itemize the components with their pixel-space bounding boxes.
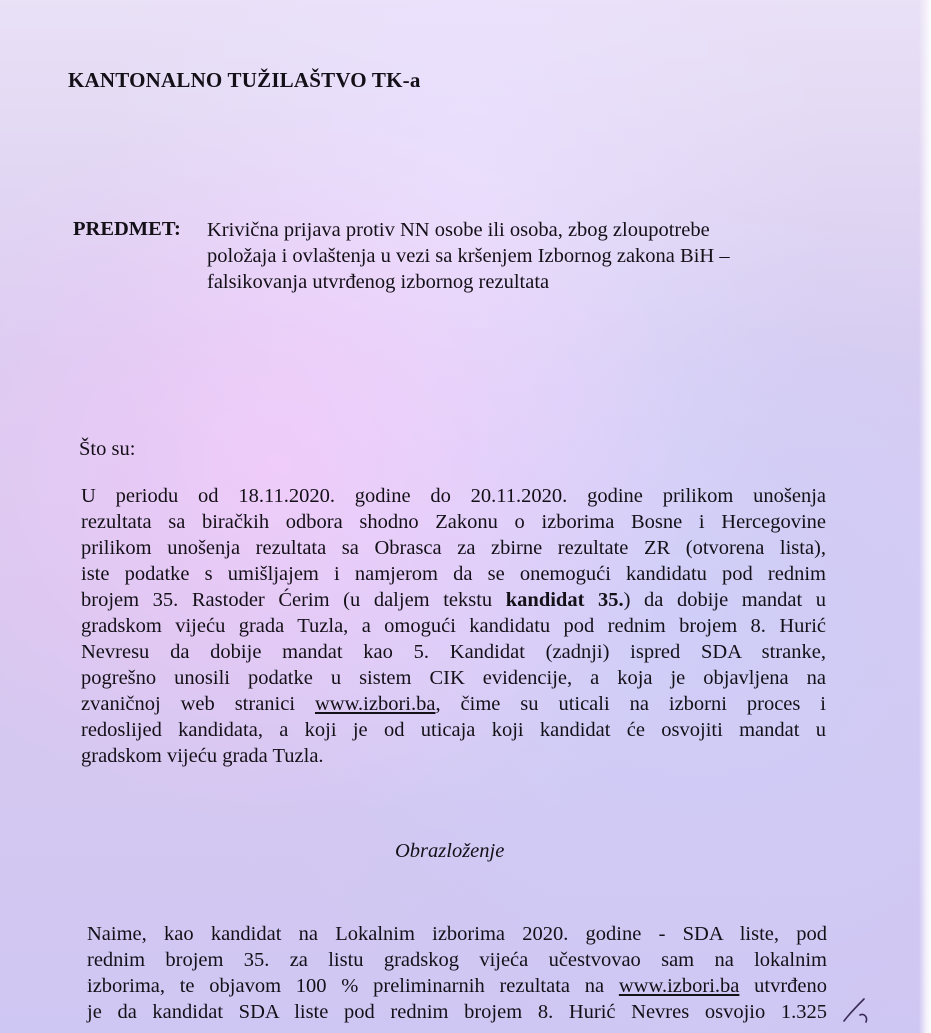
text-run: , čime su uticali na izborni proces i: [435, 693, 826, 715]
paragraph-line: gradskom vijeću grada Tuzla, a omogući kandidatu pod rednim brojem 8. Hurić: [81, 615, 826, 637]
text-run: izborima, te objavom 100 % preliminarnih rezultata na: [87, 975, 619, 997]
paragraph-line: je da kandidat SDA liste pod rednim brojem 8. Hurić Nevres osvojio 1.325: [87, 1001, 827, 1023]
paragraph-explanation: [87, 921, 827, 1025]
paragraph-line: iste podatke s umišljajem i namjerom da se onemogući kandidatu pod rednim: [81, 563, 826, 585]
paragraph-line: U periodu od 18.11.2020. godine do 20.11.2020. godine prilikom unošenja: [81, 485, 826, 507]
subject-label: PREDMET:: [73, 218, 181, 240]
paragraph-line: [87, 973, 827, 999]
subject-line: položaja i ovlaštenja u vezi sa kršenjem Izbornog zakona BiH –: [207, 245, 730, 267]
web-link[interactable]: www.izbori.ba: [314, 693, 436, 715]
paragraph-line: prilikom unošenja rezultata sa Obrasca za zbirne rezultate ZR (otvorena lista),: [81, 537, 826, 559]
section-title: Obrazloženje: [395, 840, 505, 862]
paragraph-line: [81, 691, 826, 717]
paragraph-line: redoslijed kandidata, a koji je od uticaja koji kandidat će osvojiti mandat u: [81, 719, 826, 741]
salutation: Što su:: [79, 438, 136, 460]
document-heading: KANTONALNO TUŽILAŠTVO TK-a: [68, 68, 421, 92]
subject-text: [207, 217, 827, 295]
page-edge: [919, 0, 931, 1033]
paragraph-line: Naime, kao kandidat na Lokalnim izborima 2020. godine - SDA liste, pod: [87, 923, 827, 945]
paragraph-line: Nevresu da dobije mandat kao 5. Kandidat (zadnji) ispred SDA stranke,: [81, 641, 826, 663]
text-run: brojem 35. Rastoder Ćerim (u daljem tekstu: [81, 589, 506, 611]
paragraph-line: rednim brojem 35. za listu gradskog vijeća učestvovao sam na lokalnim: [87, 949, 827, 971]
text-run: ) da dobije mandat u: [623, 589, 826, 611]
paragraph-line: pogrešno unosili podatke u sistem CIK evidencije, a koja je objavljena na: [81, 667, 826, 689]
subject-line: falsikovanja utvrđenog izbornog rezultata: [207, 271, 550, 293]
paragraph-line: gradskom vijeću grada Tuzla.: [81, 745, 324, 767]
paragraph-line: [81, 587, 826, 613]
pen-mark-icon: [840, 995, 880, 1025]
subject-line: Krivična prijava protiv NN osobe ili osoba, zbog zloupotrebe: [207, 219, 710, 241]
web-link[interactable]: www.izbori.ba: [618, 975, 740, 997]
paragraph-line: rezultata sa biračkih odbora shodno Zakonu o izborima Bosne i Hercegovine: [81, 511, 826, 533]
text-run: zvaničnoj web stranici: [81, 693, 315, 715]
paragraph-allegation: [81, 483, 826, 769]
text-run: utvrđeno: [739, 975, 827, 997]
bold-term: kandidat 35.: [505, 589, 624, 611]
